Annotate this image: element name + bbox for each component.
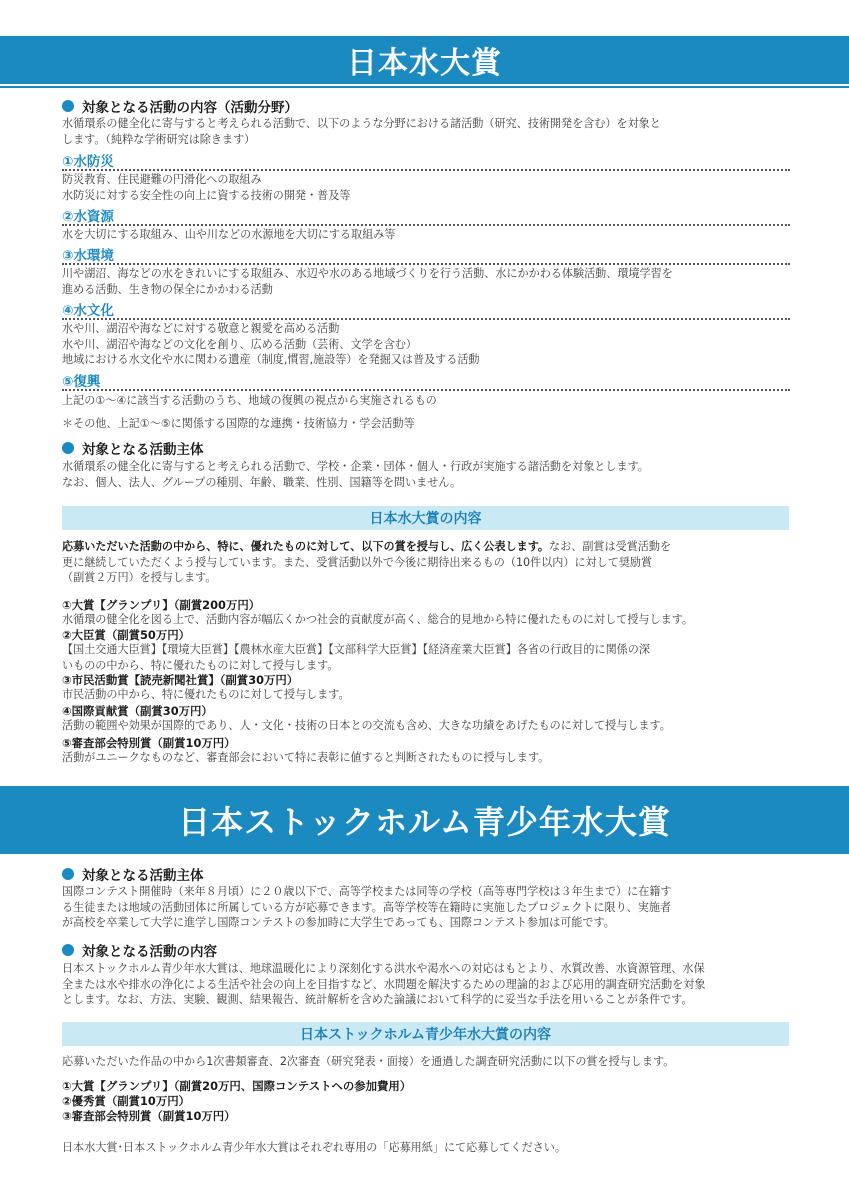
- fields-intro: 水循環系の健全化に寄与すると考えられる活動で、以下のような分野における諸活動（研究、技術開発を含む）を対象と します。（純粋な学術研究は除きます）: [62, 117, 661, 146]
- junior-entity-heading: 対象となる活動主体: [62, 864, 204, 884]
- dotted-divider: [62, 169, 790, 171]
- prize-text: 市民活動の中から、特に優れたものに対して授与します。: [62, 688, 350, 701]
- prize-text: 活動の範囲や効果が国際的であり、人・文化・技術の日本との交流も含め、大きな功績をあげたものに対して授与します。: [62, 719, 671, 732]
- fields-heading: 対象となる活動の内容（活動分野）: [62, 96, 298, 116]
- fields-note: ＊その他、上記①～⑤に関係する国際的な連携・技術協力・学会活動等: [62, 417, 415, 430]
- category-text: 水や川、湖沼や海などに対する敬意と親愛を高める活動 水や川、湖沼や海などの文化を創り、広める活動（芸術、文学を含む） 地域における水文化や水に関わる遺産（制度,慣習,施設等）を発掘又は普及する活動: [62, 322, 480, 366]
- prize-title: ①大賞【グランプリ】（副賞200万円）: [62, 598, 261, 612]
- prize-text: 【国土交通大臣賞】【環境大臣賞】【農林水産大臣賞】【文部科学大臣賞】【経済産業大臣賞】各省の行政目的に関係の深 いものの中から、特に優れたものに対して授与します。: [62, 643, 650, 672]
- prize-text: 活動がユニークなものなど、審査部会において特に表彰に値すると判断されたものに授与します。: [62, 751, 550, 764]
- bullet-icon: [62, 100, 74, 112]
- dotted-divider: [62, 263, 790, 265]
- award-intro: 応募いただいた活動の中から、特に、優れたものに対して、以下の賞を授与し、広く公表します。なお、副賞は受賞活動を 更に継続していただくよう授与しています。また、受賞活動以外で今後に期待出来るもの（10件以内）に対して奨励賞 （副賞２万円）を授与します。: [62, 540, 672, 584]
- junior-award-heading-bar: 日本ストックホルム青少年水大賞の内容: [62, 1022, 789, 1046]
- category-text: 川や湖沼、海などの水をきれいにする取組み、水辺や水のある地域づくりを行う活動、水にかかわる体験活動、環境学習を 進める活動、生き物の保全にかかわる活動: [62, 267, 673, 296]
- award-heading-bar: 日本水大賞の内容: [62, 506, 789, 530]
- prize-title: ③審査部会特別賞（副賞10万円）: [62, 1109, 236, 1123]
- junior-content-heading: 対象となる活動の内容: [62, 940, 217, 960]
- category-label: ④水文化: [62, 303, 114, 319]
- bullet-icon: [62, 868, 74, 880]
- main-title: 日本水大賞: [347, 46, 502, 81]
- category-text: 上記の①～④に該当する活動のうち、地域の復興の視点から実施されるもの: [62, 394, 437, 407]
- category-text: 防災教育、住民避難の円滑化への取組み 水防災に対する安全性の向上に資する技術の開発・普及等: [62, 173, 351, 202]
- prize-text: 水循環の健全化を図る上で、活動内容が幅広くかつ社会的貢献度が高く、総合的見地から特に優れたものに対して授与します。: [62, 613, 694, 626]
- main-title-banner: [0, 36, 849, 84]
- dotted-divider: [62, 389, 790, 391]
- entity-text: 水循環系の健全化に寄与すると考えられる活動で、学校・企業・団体・個人・行政が実施する諸活動を対象とします。 なお、個人、法人、グループの種別、年齢、職業、性別、国籍等を問いません。: [62, 460, 649, 489]
- junior-award-intro: 応募いただいた作品の中から1次書類審査、2次審査（研究発表・面接）を通過した調査研究活動に以下の賞を授与します。: [62, 1055, 675, 1068]
- prize-title: ③市民活動賞【読売新聞社賞】（副賞30万円）: [62, 673, 299, 687]
- prize-title: ②大臣賞（副賞50万円）: [62, 628, 191, 642]
- stockholm-title: 日本ストックホルム青少年水大賞: [178, 803, 671, 841]
- stockholm-title-banner: [0, 786, 849, 854]
- footer-note: 日本水大賞･日本ストックホルム青少年水大賞はそれぞれ専用の「応募用紙」にて応募してください。: [62, 1141, 566, 1154]
- prize-title: ②優秀賞（副賞10万円）: [62, 1094, 191, 1108]
- entity-heading: 対象となる活動主体: [62, 438, 204, 458]
- dotted-divider: [62, 224, 790, 226]
- category-label: ③水環境: [62, 248, 114, 264]
- prize-title: ⑤審査部会特別賞（副賞10万円）: [62, 736, 236, 750]
- title-underline: [0, 86, 849, 88]
- dotted-divider: [62, 318, 790, 320]
- bullet-icon: [62, 442, 74, 454]
- category-text: 水を大切にする取組み、山や川などの水源地を大切にする取組み等: [62, 228, 396, 241]
- junior-content-text: 日本ストックホルム青少年水大賞は、地球温暖化により深刻化する洪水や渇水への対応はもとより、水質改善、水資源管理、水保 全または水や排水の浄化による生活や社会の向上を目指すなど、水問題を解決するための理論的および応用的調査研究活動を対象 とします。なお、方法、実験、観測、結果報告、統計解析を含めた論議において科学的に妥当な手法を用いることが条件です。: [62, 962, 706, 1006]
- category-label: ②水資源: [62, 209, 114, 225]
- prize-title: ①大賞【グランプリ】（副賞20万円、国際コンテストへの参加費用）: [62, 1079, 412, 1093]
- prize-title: ④国際貢献賞（副賞30万円）: [62, 704, 213, 718]
- category-label: ⑤復興: [62, 374, 101, 390]
- junior-entity-text: 国際コンテスト開催時（来年８月頃）に２０歳以下で、高等学校または同等の学校（高等専門学校は３年生まで）に在籍す る生徒または地域の活動団体に所属している方が応募できます。高等学校等在籍時に実施したプロジェクトに限り、実施者 が高校を卒業して大学に進学し国際コンテストの参加時に大学生であっても、国際コンテスト参加は可能です。: [62, 885, 672, 929]
- category-label: ①水防災: [62, 154, 114, 170]
- bullet-icon: [62, 944, 74, 956]
